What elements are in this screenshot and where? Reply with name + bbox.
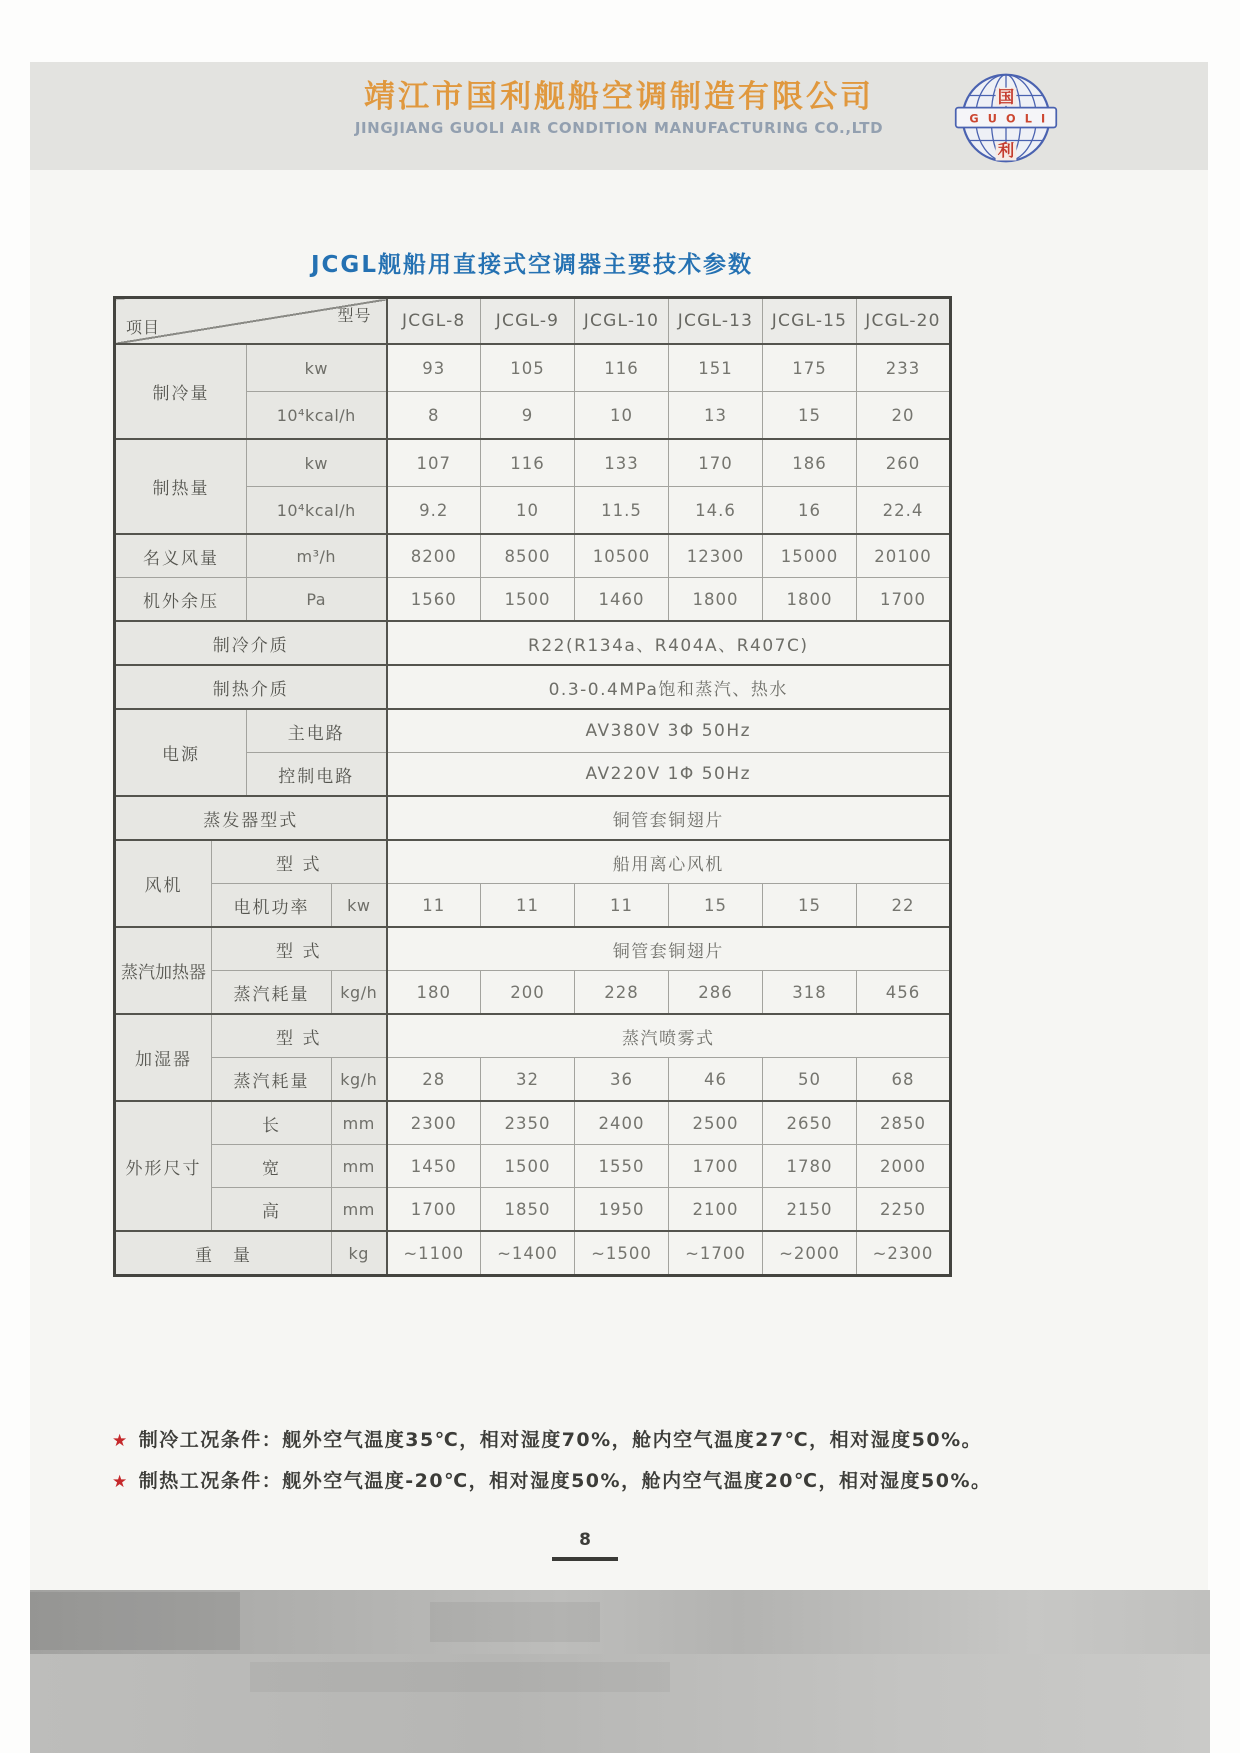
cell-merged: 船用离心风机 bbox=[387, 840, 951, 884]
model-header: JCGL-13 bbox=[669, 298, 763, 345]
cell: 2300 bbox=[387, 1101, 481, 1145]
logo-top-char: 国 bbox=[997, 87, 1015, 107]
cell: 12300 bbox=[669, 534, 763, 578]
cell: 22.4 bbox=[857, 487, 951, 535]
label-steam-consumption: 蒸汽耗量 bbox=[212, 971, 332, 1015]
unit-cell: 10⁴kcal/h bbox=[247, 392, 387, 440]
cell: 68 bbox=[857, 1058, 951, 1102]
note-cooling-condition bbox=[112, 1420, 1012, 1461]
cell: 105 bbox=[481, 344, 575, 392]
cell: 133 bbox=[575, 439, 669, 487]
row-humidifier-type bbox=[115, 1014, 951, 1058]
logo-banner-text: G U O L I bbox=[969, 112, 1048, 126]
cell: 1500 bbox=[481, 1145, 575, 1188]
cell: 1800 bbox=[669, 578, 763, 622]
model-header: JCGL-9 bbox=[481, 298, 575, 345]
cell: 116 bbox=[575, 344, 669, 392]
row-airflow bbox=[115, 534, 951, 578]
cell-merged: 铜管套铜翅片 bbox=[387, 796, 951, 840]
scan-noise-patch bbox=[430, 1602, 600, 1642]
spec-table bbox=[113, 296, 952, 1277]
label-main-circuit: 主电路 bbox=[247, 709, 387, 753]
unit-cell: mm bbox=[332, 1145, 387, 1188]
cell: 13 bbox=[669, 392, 763, 440]
cell: ~1400 bbox=[481, 1231, 575, 1276]
scan-noise-patch bbox=[250, 1662, 670, 1692]
cell: 318 bbox=[763, 971, 857, 1015]
cell: 11 bbox=[575, 884, 669, 928]
cell: ~1100 bbox=[387, 1231, 481, 1276]
label-length: 长 bbox=[212, 1101, 332, 1145]
cell: ~1700 bbox=[669, 1231, 763, 1276]
row-fan-power bbox=[115, 884, 951, 928]
row-heating-kw bbox=[115, 439, 951, 487]
cell: 10 bbox=[481, 487, 575, 535]
cell: 1700 bbox=[387, 1188, 481, 1232]
label-humidifier-consumption: 蒸汽耗量 bbox=[212, 1058, 332, 1102]
cell: 93 bbox=[387, 344, 481, 392]
diagonal-corner-cell bbox=[115, 298, 387, 345]
cell: 2400 bbox=[575, 1101, 669, 1145]
row-cooling-kw bbox=[115, 344, 951, 392]
cell: 2100 bbox=[669, 1188, 763, 1232]
cell: ~1500 bbox=[575, 1231, 669, 1276]
cell: 180 bbox=[387, 971, 481, 1015]
label-heating: 制热量 bbox=[115, 439, 247, 534]
note-text: 制冷工况条件：舰外空气温度35℃，相对湿度70%，舱内空气温度27℃，相对湿度50%。 bbox=[138, 1429, 983, 1451]
cell: 186 bbox=[763, 439, 857, 487]
cell: 1500 bbox=[481, 578, 575, 622]
label-height: 高 bbox=[212, 1188, 332, 1232]
cell: 10500 bbox=[575, 534, 669, 578]
label-humidifier-type: 型 式 bbox=[212, 1014, 387, 1058]
cell: 2650 bbox=[763, 1101, 857, 1145]
cell: 28 bbox=[387, 1058, 481, 1102]
label-dimensions: 外形尺寸 bbox=[115, 1101, 212, 1231]
corner-item-label: 项目 bbox=[126, 318, 161, 337]
table-header-row bbox=[115, 298, 951, 345]
cell: 116 bbox=[481, 439, 575, 487]
cell: 2500 bbox=[669, 1101, 763, 1145]
label-fan-type: 型 式 bbox=[212, 840, 387, 884]
label-fan: 风机 bbox=[115, 840, 212, 927]
cell-merged: 0.3-0.4MPa饱和蒸汽、热水 bbox=[387, 665, 951, 709]
unit-cell: mm bbox=[332, 1188, 387, 1232]
model-header: JCGL-20 bbox=[857, 298, 951, 345]
label-weight: 重 量 bbox=[115, 1231, 332, 1276]
cell: 11.5 bbox=[575, 487, 669, 535]
unit-cell: m³/h bbox=[247, 534, 387, 578]
row-steam-heater-type bbox=[115, 927, 951, 971]
row-evaporator bbox=[115, 796, 951, 840]
model-header: JCGL-10 bbox=[575, 298, 669, 345]
label-steam-heater-type: 型 式 bbox=[212, 927, 387, 971]
cell: 8200 bbox=[387, 534, 481, 578]
cell: 2350 bbox=[481, 1101, 575, 1145]
cell: ~2300 bbox=[857, 1231, 951, 1276]
cell: 151 bbox=[669, 344, 763, 392]
cell-merged: 蒸汽喷雾式 bbox=[387, 1014, 951, 1058]
label-humidifier: 加湿器 bbox=[115, 1014, 212, 1101]
cell: 1560 bbox=[387, 578, 481, 622]
label-cooling: 制冷量 bbox=[115, 344, 247, 439]
cell: 14.6 bbox=[669, 487, 763, 535]
row-fan-type bbox=[115, 840, 951, 884]
cell: 15000 bbox=[763, 534, 857, 578]
row-steam-heater-consumption bbox=[115, 971, 951, 1015]
cell: 175 bbox=[763, 344, 857, 392]
company-name-en: JINGJIANG GUOLI AIR CONDITION MANUFACTURING CO.,LTD bbox=[354, 119, 884, 137]
cell: 228 bbox=[575, 971, 669, 1015]
cell: 1460 bbox=[575, 578, 669, 622]
label-evaporator: 蒸发器型式 bbox=[115, 796, 387, 840]
unit-cell: kg/h bbox=[332, 971, 387, 1015]
cell: 10 bbox=[575, 392, 669, 440]
row-humidifier-consumption bbox=[115, 1058, 951, 1102]
guoli-globe-logo-icon bbox=[954, 66, 1058, 170]
cell: 1550 bbox=[575, 1145, 669, 1188]
cell: 1700 bbox=[669, 1145, 763, 1188]
label-control-circuit: 控制电路 bbox=[247, 753, 387, 797]
document-title: JCGL舰船用直接式空调器主要技术参数 bbox=[311, 252, 753, 278]
unit-cell: kw bbox=[247, 439, 387, 487]
note-text: 制热工况条件：舰外空气温度-20℃，相对湿度50%，舱内空气温度20℃，相对湿度50%。 bbox=[138, 1470, 992, 1492]
cell: 9 bbox=[481, 392, 575, 440]
cell: 36 bbox=[575, 1058, 669, 1102]
cell: 107 bbox=[387, 439, 481, 487]
unit-cell: kw bbox=[247, 344, 387, 392]
cell: ~2000 bbox=[763, 1231, 857, 1276]
cell: 1700 bbox=[857, 578, 951, 622]
unit-cell: Pa bbox=[247, 578, 387, 622]
scan-noise-patch bbox=[30, 1592, 240, 1650]
row-power-main bbox=[115, 709, 951, 753]
cell: 200 bbox=[481, 971, 575, 1015]
page-number-text: 8 bbox=[579, 1530, 591, 1550]
cell: 2850 bbox=[857, 1101, 951, 1145]
cell: 1950 bbox=[575, 1188, 669, 1232]
row-heating-medium bbox=[115, 665, 951, 709]
cell-merged: AV220V 1Φ 50Hz bbox=[387, 753, 951, 797]
logo-bottom-char: 利 bbox=[997, 141, 1015, 161]
cell: 1800 bbox=[763, 578, 857, 622]
cell: 260 bbox=[857, 439, 951, 487]
cell: 11 bbox=[387, 884, 481, 928]
star-icon: ★ bbox=[112, 1472, 129, 1492]
label-static-pressure: 机外余压 bbox=[115, 578, 247, 622]
model-header: JCGL-8 bbox=[387, 298, 481, 345]
page-number bbox=[552, 1530, 618, 1561]
row-dimension-height bbox=[115, 1188, 951, 1232]
corner-model-label: 型号 bbox=[337, 306, 372, 325]
star-icon: ★ bbox=[112, 1431, 129, 1451]
label-fan-power: 电机功率 bbox=[212, 884, 332, 928]
cell: 16 bbox=[763, 487, 857, 535]
cell: 286 bbox=[669, 971, 763, 1015]
cell: 2250 bbox=[857, 1188, 951, 1232]
cell: 9.2 bbox=[387, 487, 481, 535]
cell: 170 bbox=[669, 439, 763, 487]
cell: 456 bbox=[857, 971, 951, 1015]
cell: 15 bbox=[763, 884, 857, 928]
cell: 11 bbox=[481, 884, 575, 928]
cell-merged: R22(R134a、R404A、R407C) bbox=[387, 621, 951, 665]
cell-merged: AV380V 3Φ 50Hz bbox=[387, 709, 951, 753]
cell: 2000 bbox=[857, 1145, 951, 1188]
cell: 46 bbox=[669, 1058, 763, 1102]
cell: 15 bbox=[669, 884, 763, 928]
unit-cell: kw bbox=[332, 884, 387, 928]
unit-cell: 10⁴kcal/h bbox=[247, 487, 387, 535]
label-airflow: 名义风量 bbox=[115, 534, 247, 578]
unit-cell: kg/h bbox=[332, 1058, 387, 1102]
model-header: JCGL-15 bbox=[763, 298, 857, 345]
cell: 50 bbox=[763, 1058, 857, 1102]
note-heating-condition bbox=[112, 1461, 1012, 1502]
footnotes bbox=[112, 1420, 1012, 1502]
cell: 8 bbox=[387, 392, 481, 440]
cell: 22 bbox=[857, 884, 951, 928]
label-power: 电源 bbox=[115, 709, 247, 796]
label-width: 宽 bbox=[212, 1145, 332, 1188]
unit-cell: mm bbox=[332, 1101, 387, 1145]
row-dimension-width bbox=[115, 1145, 951, 1188]
row-dimension-length bbox=[115, 1101, 951, 1145]
cell-merged: 铜管套铜翅片 bbox=[387, 927, 951, 971]
cell: 233 bbox=[857, 344, 951, 392]
cell: 8500 bbox=[481, 534, 575, 578]
cell: 1850 bbox=[481, 1188, 575, 1232]
cell: 20100 bbox=[857, 534, 951, 578]
label-refrigerant: 制冷介质 bbox=[115, 621, 387, 665]
cell: 20 bbox=[857, 392, 951, 440]
header-band bbox=[30, 62, 1208, 170]
cell: 2150 bbox=[763, 1188, 857, 1232]
row-weight bbox=[115, 1231, 951, 1276]
company-name-cn: 靖江市国利舰船空调制造有限公司 bbox=[364, 79, 874, 115]
row-refrigerant bbox=[115, 621, 951, 665]
label-steam-heater: 蒸汽加热器 bbox=[115, 927, 212, 1014]
cell: 1450 bbox=[387, 1145, 481, 1188]
unit-cell: kg bbox=[332, 1231, 387, 1276]
row-static-pressure bbox=[115, 578, 951, 622]
cell: 15 bbox=[763, 392, 857, 440]
label-heating-medium: 制热介质 bbox=[115, 665, 387, 709]
cell: 32 bbox=[481, 1058, 575, 1102]
cell: 1780 bbox=[763, 1145, 857, 1188]
